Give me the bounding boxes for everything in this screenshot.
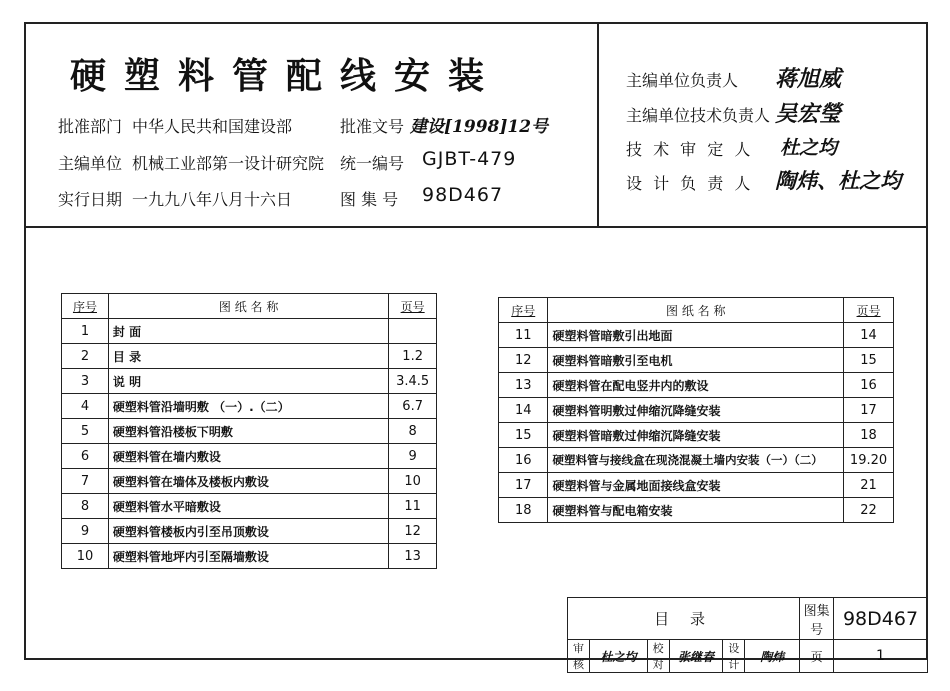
table-row	[499, 448, 894, 473]
row-no: 13	[499, 373, 548, 398]
row-page: 18	[844, 423, 894, 448]
row-no: 9	[62, 519, 109, 544]
chief-unit-label: 主编单位	[58, 154, 123, 173]
row-page: 15	[844, 348, 894, 373]
header-split	[597, 22, 599, 227]
row-name: 硬塑料管楼板内引至吊顶敷设	[108, 519, 388, 544]
chief-tech-head-signature: 吴宏瑩	[775, 101, 842, 127]
row-no: 4	[62, 394, 109, 419]
effective-date-value: 一九九八年八月十六日	[132, 190, 293, 209]
approve-dept-label: 批准部门	[58, 117, 123, 136]
table-header-row	[499, 298, 894, 323]
approve-dept-value: 中华人民共和国建设部	[132, 117, 293, 136]
row-page: 9	[389, 444, 437, 469]
row-page: 1.2	[389, 344, 437, 369]
contents-table-right	[498, 297, 894, 523]
col-no-header	[62, 294, 109, 319]
table-row	[499, 473, 894, 498]
row-no: 15	[499, 423, 548, 448]
row-name: 硬塑料管明敷过伸缩沉降缝安装	[548, 398, 844, 423]
design-head-label: 设 计 负 责 人	[626, 174, 754, 193]
row-page: 12	[389, 519, 437, 544]
row-no: 3	[62, 369, 109, 394]
row-no: 17	[499, 473, 548, 498]
row-name: 硬塑料管在墙体及楼板内敷设	[108, 469, 388, 494]
row-name: 硬塑料管水平暗敷设	[108, 494, 388, 519]
row-no: 18	[499, 498, 548, 523]
table-row	[499, 348, 894, 373]
atlas-no-value: 98D467	[422, 184, 504, 206]
row-name: 目 录	[108, 344, 388, 369]
design-head-signature: 陶炜、杜之均	[775, 168, 901, 193]
row-no: 2	[62, 344, 109, 369]
table-row	[62, 494, 437, 519]
row-no: 10	[62, 544, 109, 569]
row-page: 6.7	[389, 394, 437, 419]
chief-unit-head-signature: 蒋旭威	[775, 66, 842, 92]
row-no: 5	[62, 419, 109, 444]
row-page: 8	[389, 419, 437, 444]
table-row	[499, 498, 894, 523]
drawing-name: 目 录	[568, 598, 800, 640]
col-no-header	[499, 298, 548, 323]
row-page: 21	[844, 473, 894, 498]
row-page: 11	[389, 494, 437, 519]
chief-unit-head-label: 主编单位负责人	[626, 71, 739, 90]
row-name: 硬塑料管暗敷引至电机	[548, 348, 844, 373]
table-row	[62, 469, 437, 494]
contents-table-left	[61, 293, 437, 569]
row-name: 封 面	[108, 319, 388, 344]
table-row	[62, 544, 437, 569]
chief-unit-value: 机械工业部第一设计研究院	[132, 154, 325, 173]
row-no: 6	[62, 444, 109, 469]
table-row	[62, 369, 437, 394]
row-no: 11	[499, 323, 548, 348]
row-page: 17	[844, 398, 894, 423]
effective-date-label: 实行日期	[58, 190, 123, 209]
col-page-header-text: 页号	[400, 299, 425, 314]
row-name: 硬塑料管暗敷引出地面	[548, 323, 844, 348]
design-signature: 陶炜	[745, 640, 800, 673]
approve-doc-value: 建设[1998]12号	[410, 117, 549, 137]
table-row	[499, 323, 894, 348]
row-page	[389, 319, 437, 344]
review-label: 审核	[568, 640, 590, 673]
row-name: 硬塑料管沿墙明敷 （一）.（二）	[108, 394, 388, 419]
col-name-header: 图 纸 名 称	[548, 298, 844, 323]
row-page: 10	[389, 469, 437, 494]
atlas-no-label: 图 集 号	[340, 190, 399, 209]
row-name: 硬塑料管沿楼板下明敷	[108, 419, 388, 444]
table-row	[62, 394, 437, 419]
row-no: 8	[62, 494, 109, 519]
row-name: 硬塑料管地坪内引至隔墙敷设	[108, 544, 388, 569]
row-page: 19.20	[844, 448, 894, 473]
table-row	[499, 373, 894, 398]
table-row	[499, 423, 894, 448]
approve-doc-label: 批准文号	[340, 117, 405, 136]
page-label: 页	[800, 640, 834, 673]
row-name: 说 明	[108, 369, 388, 394]
col-page-header	[844, 298, 894, 323]
chief-tech-head-label: 主编单位技术负责人	[626, 106, 771, 125]
table-row	[62, 444, 437, 469]
unified-no-value: GJBT-479	[422, 148, 517, 170]
col-no-header-text: 序号	[511, 303, 536, 318]
table-row	[62, 319, 437, 344]
title-block	[567, 597, 928, 673]
atlas-number: 98D467	[834, 598, 928, 640]
row-page: 22	[844, 498, 894, 523]
check-label: 校对	[647, 640, 669, 673]
row-page: 3.4.5	[389, 369, 437, 394]
title-block-row-bottom	[568, 640, 928, 673]
table-row	[62, 419, 437, 444]
row-no: 12	[499, 348, 548, 373]
row-name: 硬塑料管在墙内敷设	[108, 444, 388, 469]
page-number: 1	[834, 640, 928, 673]
check-signature: 张继春	[669, 640, 723, 673]
design-label: 设计	[723, 640, 745, 673]
table-row	[62, 519, 437, 544]
row-page: 13	[389, 544, 437, 569]
page-title: 硬塑料管配线安装	[70, 55, 503, 97]
row-page: 16	[844, 373, 894, 398]
unified-no-label: 统一编号	[340, 154, 405, 173]
row-name: 硬塑料管与接线盒在现浇混凝土墙内安装（一）（二）	[548, 448, 844, 473]
row-no: 7	[62, 469, 109, 494]
row-name: 硬塑料管与金属地面接线盒安装	[548, 473, 844, 498]
tech-reviewer-label: 技 术 审 定 人	[626, 140, 754, 159]
row-no: 16	[499, 448, 548, 473]
row-no: 14	[499, 398, 548, 423]
col-name-header: 图 纸 名 称	[108, 294, 388, 319]
col-page-header	[389, 294, 437, 319]
table-row	[499, 398, 894, 423]
col-page-header-text: 页号	[856, 303, 881, 318]
row-no: 1	[62, 319, 109, 344]
header-divider	[24, 226, 928, 228]
table-row	[62, 344, 437, 369]
row-name: 硬塑料管与配电箱安装	[548, 498, 844, 523]
tech-reviewer-signature: 杜之均	[780, 137, 838, 159]
col-no-header-text: 序号	[72, 299, 97, 314]
row-name: 硬塑料管暗敷过伸缩沉降缝安装	[548, 423, 844, 448]
row-name: 硬塑料管在配电竖井内的敷设	[548, 373, 844, 398]
title-block-row-top	[568, 598, 928, 640]
atlas-label: 图集号	[800, 598, 834, 640]
row-page: 14	[844, 323, 894, 348]
table-header-row	[62, 294, 437, 319]
review-signature: 杜之均	[589, 640, 647, 673]
